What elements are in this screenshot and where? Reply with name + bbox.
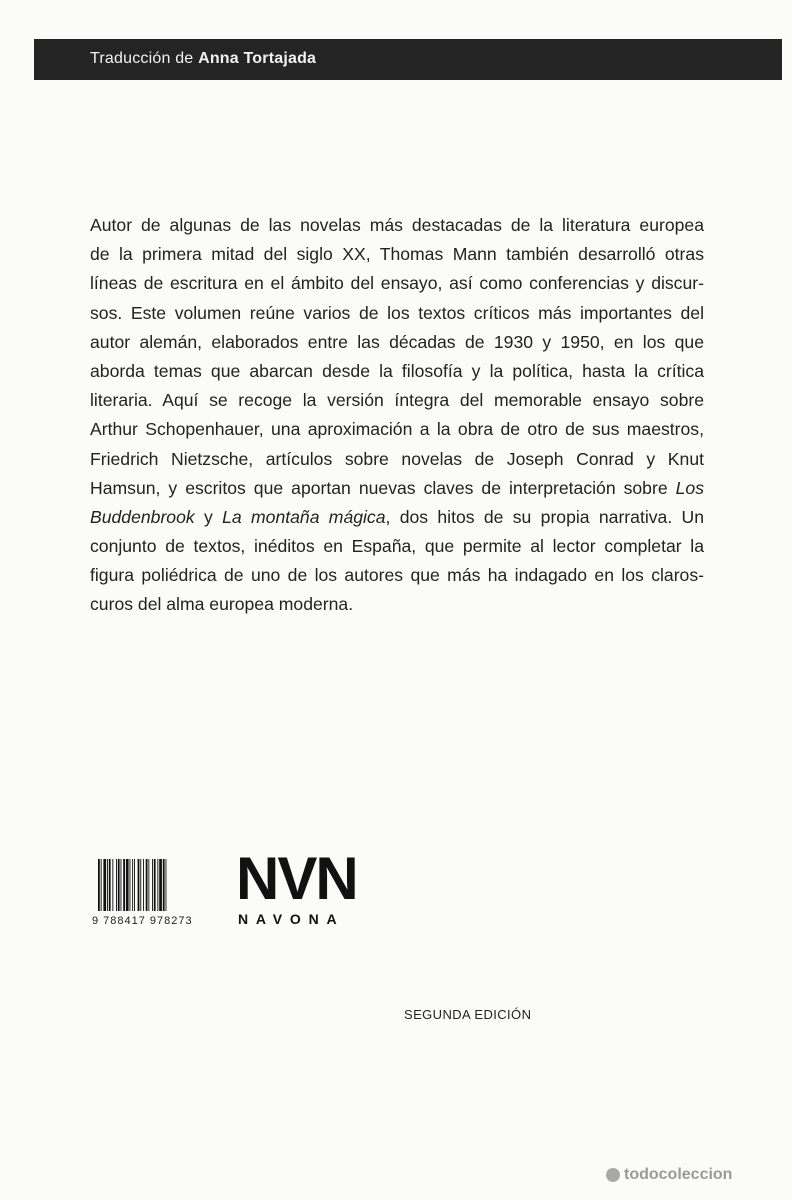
logo-wordmark: NAVONA <box>238 911 345 927</box>
italic-title: Buddenbrook <box>90 506 195 527</box>
watermark-text: todocoleccion <box>624 1166 733 1183</box>
description-line: literaria. Aquí se recoge la versión íntegra del memorable ensayo sobre <box>90 390 704 411</box>
book-description <box>90 211 704 620</box>
site-watermark <box>606 1166 732 1184</box>
description-line <box>90 474 704 503</box>
line-text: , dos hitos de su propia narrativa. Un <box>385 506 705 527</box>
translator-name: Anna Tortajada <box>198 50 317 67</box>
translator-banner <box>34 39 782 80</box>
publisher-logo <box>236 845 378 929</box>
line-text: Hamsun, y escritos que aportan nuevas claves de interpretación sobre <box>90 477 668 498</box>
description-line: Friedrich Nietzsche, artículos sobre novelas de Joseph Conrad y Knut <box>90 448 704 469</box>
description-line: curos del alma europea moderna. <box>90 594 354 615</box>
logo-mark: NVN <box>236 845 357 912</box>
italic-title: La montaña mágica <box>222 506 386 527</box>
description-line: Autor de algunas de las novelas más destacadas de la literatura europea <box>90 215 704 235</box>
watermark-logo-icon <box>606 1168 620 1182</box>
description-line: figura poliédrica de uno de los autores que más ha indagado en los claros- <box>90 565 704 586</box>
description-line: Arthur Schopenhauer, una aproximación a la obra de otro de sus maestros, <box>90 419 704 440</box>
description-line: conjunto de textos, inéditos en España, que permite al lector completar la <box>90 536 704 557</box>
description-line: líneas de escritura en el ámbito del ensayo, así como conferencias y discur- <box>90 273 704 294</box>
translator-credit <box>90 50 316 68</box>
italic-title: Los <box>675 477 704 498</box>
description-line: aborda temas que abarcan desde la filosofía y la política, hasta la crítica <box>90 360 704 381</box>
description-line: autor alemán, elaborados entre las décadas de 1930 y 1950, en los que <box>90 331 704 352</box>
line-text: y <box>204 506 213 527</box>
description-line: sos. Este volumen reúne varios de los textos críticos más importantes del <box>90 302 704 323</box>
isbn-number: 9 788417 978273 <box>92 915 193 927</box>
description-line <box>90 503 704 532</box>
description-line: de la primera mitad del siglo XX, Thomas Mann también desarrolló otras <box>90 244 704 265</box>
edition-label: SEGUNDA EDICIÓN <box>404 1007 532 1022</box>
isbn-barcode <box>92 859 212 929</box>
barcode-icon <box>96 859 206 911</box>
translator-prefix: Traducción de <box>90 50 194 67</box>
